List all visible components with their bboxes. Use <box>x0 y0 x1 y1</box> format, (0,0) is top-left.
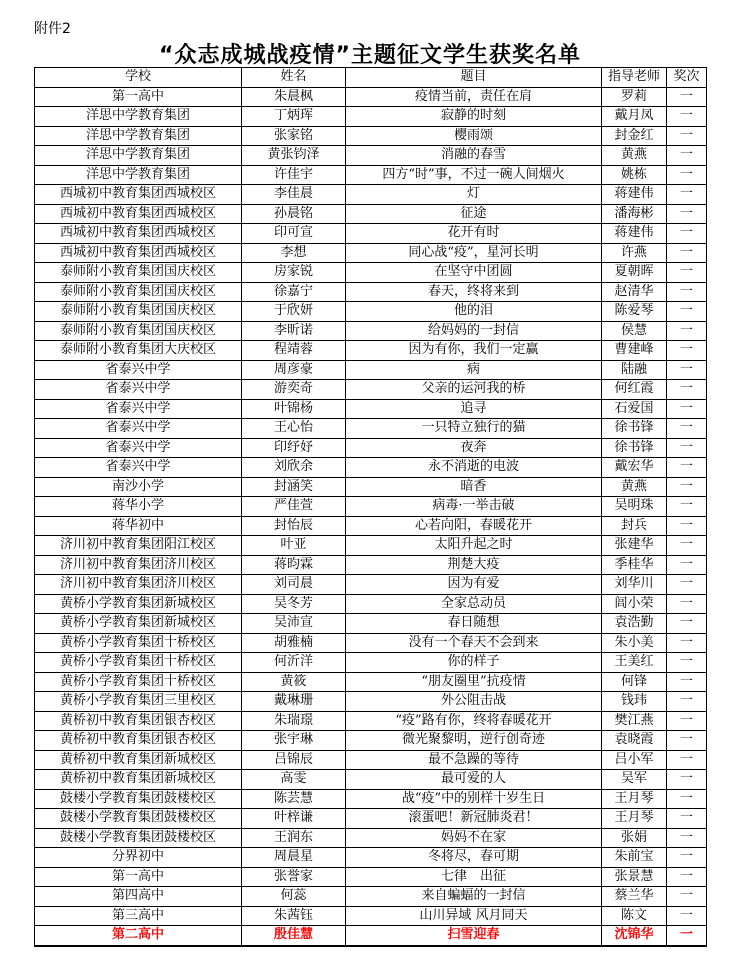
cell-school: 洋思中学教育集团 <box>35 126 242 146</box>
cell-teacher: 侯慧 <box>602 321 667 341</box>
cell-award: 一 <box>667 380 707 400</box>
table-row <box>35 204 707 224</box>
cell-teacher: 徐书锋 <box>602 419 667 439</box>
table-row <box>35 711 707 731</box>
cell-award: 一 <box>667 146 707 166</box>
cell-name: 丁炳珲 <box>242 107 346 127</box>
cell-name: 叶亚 <box>242 536 346 556</box>
attachment-label: 附件2 <box>34 21 71 37</box>
cell-award: 一 <box>667 263 707 283</box>
cell-title: 一只特立独行的猫 <box>346 419 602 439</box>
cell-title: 因为有你，我们一定赢 <box>346 341 602 361</box>
cell-title: 父亲的运河我的桥 <box>346 380 602 400</box>
cell-title: 太阳升起之时 <box>346 536 602 556</box>
award-table <box>34 67 707 947</box>
cell-award: 一 <box>667 341 707 361</box>
cell-title: 因为有爱 <box>346 575 602 595</box>
cell-name: 黄张钧泽 <box>242 146 346 166</box>
cell-title: 冬将尽，春可期 <box>346 848 602 868</box>
cell-title: 微光聚黎明，逆行创奇迹 <box>346 731 602 751</box>
cell-teacher: 袁浩勤 <box>602 614 667 634</box>
table-row <box>35 653 707 673</box>
table-row <box>35 887 707 907</box>
cell-award: 一 <box>667 282 707 302</box>
cell-teacher: 罗莉 <box>602 87 667 107</box>
cell-title: 消融的春雪 <box>346 146 602 166</box>
cell-title: 七律 出征 <box>346 867 602 887</box>
cell-school: 鼓楼小学教育集团鼓楼校区 <box>35 809 242 829</box>
cell-award: 一 <box>667 555 707 575</box>
cell-award: 一 <box>667 224 707 244</box>
cell-title: 来自蝙蝠的一封信 <box>346 887 602 907</box>
cell-teacher: 张娟 <box>602 828 667 848</box>
cell-name: 程靖蓉 <box>242 341 346 361</box>
table-row <box>35 341 707 361</box>
header-title: 题目 <box>346 68 602 88</box>
cell-award: 一 <box>667 87 707 107</box>
cell-award: 一 <box>667 321 707 341</box>
cell-title: 妈妈不在家 <box>346 828 602 848</box>
cell-award: 一 <box>667 653 707 673</box>
header-award: 奖次 <box>667 68 707 88</box>
cell-teacher: 蔡兰华 <box>602 887 667 907</box>
table-row <box>35 419 707 439</box>
table-row <box>35 614 707 634</box>
cell-school: 省泰兴中学 <box>35 458 242 478</box>
cell-school: 省泰兴中学 <box>35 380 242 400</box>
cell-teacher: 夏朝晖 <box>602 263 667 283</box>
cell-teacher: 蒋建伟 <box>602 185 667 205</box>
cell-teacher: 蒋建伟 <box>602 224 667 244</box>
cell-school: 黄桥初中教育集团新城校区 <box>35 770 242 790</box>
cell-award: 一 <box>667 770 707 790</box>
table-row <box>35 224 707 244</box>
cell-school: 黄桥初中教育集团银杏校区 <box>35 731 242 751</box>
cell-school: 泰师附小教育集团国庆校区 <box>35 321 242 341</box>
cell-award: 一 <box>667 594 707 614</box>
cell-name: 孙晨铭 <box>242 204 346 224</box>
table-row <box>35 770 707 790</box>
cell-name: 何沂洋 <box>242 653 346 673</box>
cell-award: 一 <box>667 302 707 322</box>
cell-award: 一 <box>667 438 707 458</box>
cell-name: 陈芸慧 <box>242 789 346 809</box>
cell-title: 你的样子 <box>346 653 602 673</box>
cell-award: 一 <box>667 867 707 887</box>
cell-teacher: 石爱国 <box>602 399 667 419</box>
table-row <box>35 185 707 205</box>
cell-name: 周晨星 <box>242 848 346 868</box>
cell-teacher: 吴明珠 <box>602 497 667 517</box>
cell-name: 李昕诺 <box>242 321 346 341</box>
cell-name: 叶锦杨 <box>242 399 346 419</box>
cell-school: 第三高中 <box>35 906 242 926</box>
cell-school: 洋思中学教育集团 <box>35 107 242 127</box>
cell-award: 一 <box>667 711 707 731</box>
cell-title: 病毒·一举击破 <box>346 497 602 517</box>
cell-name: 吴冬芳 <box>242 594 346 614</box>
cell-award: 一 <box>667 458 707 478</box>
table-row <box>35 380 707 400</box>
cell-title: 最可爱的人 <box>346 770 602 790</box>
cell-award: 一 <box>667 828 707 848</box>
cell-teacher: 曹建峰 <box>602 341 667 361</box>
cell-school: 西城初中教育集团西城校区 <box>35 243 242 263</box>
cell-teacher: 封金红 <box>602 126 667 146</box>
table-row <box>35 438 707 458</box>
cell-title: 他的泪 <box>346 302 602 322</box>
table-row <box>35 692 707 712</box>
cell-title: 暗香 <box>346 477 602 497</box>
cell-title: 给妈妈的一封信 <box>346 321 602 341</box>
cell-award: 一 <box>667 750 707 770</box>
cell-teacher: 许燕 <box>602 243 667 263</box>
cell-school: 西城初中教育集团西城校区 <box>35 185 242 205</box>
table-row <box>35 848 707 868</box>
table-row <box>35 282 707 302</box>
cell-award: 一 <box>667 497 707 517</box>
table-row <box>35 458 707 478</box>
cell-title: 在坚守中团圆 <box>346 263 602 283</box>
cell-teacher: 吴军 <box>602 770 667 790</box>
cell-name: 王心怡 <box>242 419 346 439</box>
cell-title: 四方“时”事，不过一碗人间烟火 <box>346 165 602 185</box>
cell-award: 一 <box>667 731 707 751</box>
cell-school: 黄桥小学教育集团新城校区 <box>35 614 242 634</box>
cell-teacher: 袁晓霞 <box>602 731 667 751</box>
cell-school: 黄桥初中教育集团新城校区 <box>35 750 242 770</box>
cell-award: 一 <box>667 926 707 946</box>
cell-name: 周彦豪 <box>242 360 346 380</box>
cell-name: 朱瑞璟 <box>242 711 346 731</box>
cell-award: 一 <box>667 809 707 829</box>
table-row <box>35 789 707 809</box>
cell-name: 印纾妤 <box>242 438 346 458</box>
cell-name: 戴琳珊 <box>242 692 346 712</box>
table-row <box>35 360 707 380</box>
cell-award: 一 <box>667 575 707 595</box>
cell-teacher: 黄燕 <box>602 477 667 497</box>
cell-name: 蒋昀霖 <box>242 555 346 575</box>
cell-teacher: 樊江燕 <box>602 711 667 731</box>
table-row <box>35 575 707 595</box>
cell-name: 封怡辰 <box>242 516 346 536</box>
cell-school: 蒋华小学 <box>35 497 242 517</box>
cell-award: 一 <box>667 614 707 634</box>
cell-school: 济川初中教育集团济川校区 <box>35 555 242 575</box>
cell-name: 印可宣 <box>242 224 346 244</box>
cell-name: 王润东 <box>242 828 346 848</box>
cell-title: 灯 <box>346 185 602 205</box>
cell-name: 吕锦辰 <box>242 750 346 770</box>
cell-award: 一 <box>667 789 707 809</box>
cell-school: 鼓楼小学教育集团鼓楼校区 <box>35 828 242 848</box>
cell-school: 第一高中 <box>35 867 242 887</box>
cell-teacher: 朱小美 <box>602 633 667 653</box>
cell-name: 朱晨枫 <box>242 87 346 107</box>
table-row <box>35 107 707 127</box>
cell-school: 第四高中 <box>35 887 242 907</box>
cell-title: 外公阻击战 <box>346 692 602 712</box>
table-row <box>35 321 707 341</box>
cell-award: 一 <box>667 419 707 439</box>
table-row <box>35 906 707 926</box>
cell-name: 徐嘉宁 <box>242 282 346 302</box>
cell-name: 刘司晨 <box>242 575 346 595</box>
cell-award: 一 <box>667 672 707 692</box>
cell-name: 朱茜钰 <box>242 906 346 926</box>
cell-school: 西城初中教育集团西城校区 <box>35 224 242 244</box>
table-row <box>35 672 707 692</box>
cell-title: 花开有时 <box>346 224 602 244</box>
cell-title: 扫雪迎春 <box>346 926 602 946</box>
cell-teacher: 戴宏华 <box>602 458 667 478</box>
cell-title: 全家总动员 <box>346 594 602 614</box>
cell-school: 泰师附小教育集团国庆校区 <box>35 282 242 302</box>
cell-teacher: 吕小军 <box>602 750 667 770</box>
cell-title: “朋友圈里”抗疫情 <box>346 672 602 692</box>
table-row <box>35 731 707 751</box>
cell-school: 蒋华初中 <box>35 516 242 536</box>
cell-school: 第一高中 <box>35 87 242 107</box>
cell-teacher: 刘华川 <box>602 575 667 595</box>
cell-school: 分界初中 <box>35 848 242 868</box>
table-row <box>35 809 707 829</box>
cell-teacher: 戴月凤 <box>602 107 667 127</box>
cell-teacher: 季桂华 <box>602 555 667 575</box>
cell-name: 胡雅楠 <box>242 633 346 653</box>
cell-teacher: 沈锦华 <box>602 926 667 946</box>
cell-title: 最不急躁的等待 <box>346 750 602 770</box>
cell-name: 高雯 <box>242 770 346 790</box>
cell-teacher: 钱玮 <box>602 692 667 712</box>
cell-title: 山川异域 风月同天 <box>346 906 602 926</box>
cell-school: 泰师附小教育集团国庆校区 <box>35 263 242 283</box>
cell-name: 殷佳慧 <box>242 926 346 946</box>
cell-school: 西城初中教育集团西城校区 <box>35 204 242 224</box>
cell-award: 一 <box>667 906 707 926</box>
cell-teacher: 赵清华 <box>602 282 667 302</box>
cell-title: 没有一个春天不会到来 <box>346 633 602 653</box>
cell-title: 夜奔 <box>346 438 602 458</box>
cell-title: 荆楚大疫 <box>346 555 602 575</box>
cell-award: 一 <box>667 399 707 419</box>
cell-title: 同心战“疫”，星河长明 <box>346 243 602 263</box>
table-row <box>35 146 707 166</box>
cell-teacher: 黄燕 <box>602 146 667 166</box>
cell-school: 黄桥初中教育集团银杏校区 <box>35 711 242 731</box>
page-title: “众志成城战疫情”主题征文学生获奖名单 <box>159 43 581 68</box>
cell-teacher: 闾小荣 <box>602 594 667 614</box>
cell-award: 一 <box>667 477 707 497</box>
cell-school: 省泰兴中学 <box>35 360 242 380</box>
cell-award: 一 <box>667 887 707 907</box>
table-row <box>35 555 707 575</box>
cell-school: 南沙小学 <box>35 477 242 497</box>
cell-school: 黄桥小学教育集团新城校区 <box>35 594 242 614</box>
cell-school: 泰师附小教育集团国庆校区 <box>35 302 242 322</box>
cell-school: 省泰兴中学 <box>35 438 242 458</box>
cell-title: 追寻 <box>346 399 602 419</box>
cell-school: 省泰兴中学 <box>35 399 242 419</box>
table-row <box>35 302 707 322</box>
cell-school: 黄桥小学教育集团三里校区 <box>35 692 242 712</box>
cell-award: 一 <box>667 126 707 146</box>
cell-title: 战“疫”中的别样十岁生日 <box>346 789 602 809</box>
cell-name: 房家锐 <box>242 263 346 283</box>
cell-name: 李佳晨 <box>242 185 346 205</box>
header-teacher: 指导老师 <box>602 68 667 88</box>
cell-award: 一 <box>667 107 707 127</box>
cell-teacher: 何锋 <box>602 672 667 692</box>
table-row <box>35 867 707 887</box>
cell-title: 征途 <box>346 204 602 224</box>
cell-teacher: 何红霞 <box>602 380 667 400</box>
cell-teacher: 陈爱琴 <box>602 302 667 322</box>
cell-teacher: 陆融 <box>602 360 667 380</box>
table-body <box>35 87 707 946</box>
cell-title: “疫”路有你，终将春暖花开 <box>346 711 602 731</box>
cell-name: 吴沛宣 <box>242 614 346 634</box>
cell-teacher: 徐书锋 <box>602 438 667 458</box>
cell-name: 李想 <box>242 243 346 263</box>
cell-award: 一 <box>667 633 707 653</box>
cell-school: 洋思中学教育集团 <box>35 165 242 185</box>
table-row <box>35 516 707 536</box>
cell-teacher: 张建华 <box>602 536 667 556</box>
cell-award: 一 <box>667 848 707 868</box>
cell-name: 严佳萱 <box>242 497 346 517</box>
table-row <box>35 165 707 185</box>
cell-award: 一 <box>667 204 707 224</box>
table-header-row <box>35 68 707 88</box>
table-row <box>35 87 707 107</box>
table-row <box>35 399 707 419</box>
cell-title: 永不消逝的电波 <box>346 458 602 478</box>
cell-teacher: 王月琴 <box>602 809 667 829</box>
cell-title: 滚蛋吧！新冠肺炎君！ <box>346 809 602 829</box>
table-row <box>35 828 707 848</box>
cell-name: 张誉家 <box>242 867 346 887</box>
cell-school: 济川初中教育集团济川校区 <box>35 575 242 595</box>
cell-title: 心若向阳，春暖花开 <box>346 516 602 536</box>
cell-title: 春日随想 <box>346 614 602 634</box>
cell-name: 刘欣余 <box>242 458 346 478</box>
table-row <box>35 926 707 946</box>
cell-name: 封涵笑 <box>242 477 346 497</box>
cell-award: 一 <box>667 360 707 380</box>
header-school: 学校 <box>35 68 242 88</box>
cell-school: 第二高中 <box>35 926 242 946</box>
cell-teacher: 张景慧 <box>602 867 667 887</box>
cell-school: 黄桥小学教育集团十桥校区 <box>35 653 242 673</box>
table-row <box>35 477 707 497</box>
cell-title: 春天，终将来到 <box>346 282 602 302</box>
cell-school: 洋思中学教育集团 <box>35 146 242 166</box>
table-row <box>35 536 707 556</box>
cell-title: 疫情当前，责任在肩 <box>346 87 602 107</box>
cell-name: 于欣妍 <box>242 302 346 322</box>
cell-title: 病 <box>346 360 602 380</box>
cell-teacher: 潘海彬 <box>602 204 667 224</box>
cell-teacher: 王月琴 <box>602 789 667 809</box>
table-row <box>35 126 707 146</box>
cell-teacher: 王美红 <box>602 653 667 673</box>
cell-award: 一 <box>667 165 707 185</box>
cell-school: 黄桥小学教育集团十桥校区 <box>35 633 242 653</box>
cell-teacher: 陈文 <box>602 906 667 926</box>
table-row <box>35 594 707 614</box>
cell-school: 省泰兴中学 <box>35 419 242 439</box>
table-row <box>35 497 707 517</box>
cell-school: 黄桥小学教育集团十桥校区 <box>35 672 242 692</box>
cell-teacher: 朱前宝 <box>602 848 667 868</box>
table-row <box>35 633 707 653</box>
cell-name: 黄筱 <box>242 672 346 692</box>
cell-name: 叶梓谦 <box>242 809 346 829</box>
header-name: 姓名 <box>242 68 346 88</box>
table-row <box>35 243 707 263</box>
cell-school: 泰师附小教育集团大庆校区 <box>35 341 242 361</box>
cell-name: 张宇琳 <box>242 731 346 751</box>
table-row <box>35 263 707 283</box>
cell-title: 樱雨颂 <box>346 126 602 146</box>
table-row <box>35 750 707 770</box>
cell-award: 一 <box>667 243 707 263</box>
cell-award: 一 <box>667 516 707 536</box>
cell-name: 许佳宇 <box>242 165 346 185</box>
cell-award: 一 <box>667 692 707 712</box>
cell-teacher: 姚栋 <box>602 165 667 185</box>
cell-award: 一 <box>667 536 707 556</box>
cell-name: 张家铭 <box>242 126 346 146</box>
cell-name: 何蕊 <box>242 887 346 907</box>
cell-title: 寂静的时刻 <box>346 107 602 127</box>
cell-school: 济川初中教育集团阳江校区 <box>35 536 242 556</box>
cell-name: 游奕奇 <box>242 380 346 400</box>
cell-award: 一 <box>667 185 707 205</box>
cell-teacher: 封兵 <box>602 516 667 536</box>
cell-school: 鼓楼小学教育集团鼓楼校区 <box>35 789 242 809</box>
